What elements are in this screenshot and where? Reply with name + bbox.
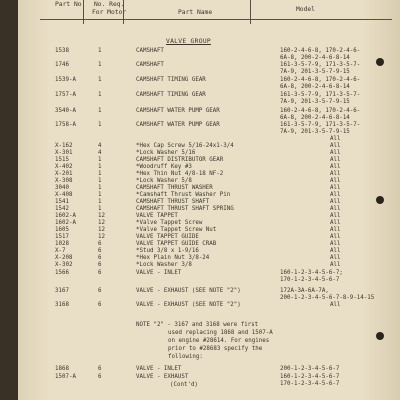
note-line: used replacing 1868 and 1507-A — [168, 330, 273, 336]
model-applicability: All — [330, 192, 341, 198]
model-applicability: 200-1-2-3-4-5-6-7 — [280, 366, 340, 372]
quantity: 1 — [98, 48, 102, 54]
part-number: X-301 — [55, 150, 73, 156]
model-applicability: All — [330, 241, 341, 247]
part-name: VALVE TAPPET GUIDE CRAB — [136, 241, 217, 247]
binder-hole — [376, 196, 384, 204]
part-number: 3168 — [55, 302, 69, 308]
part-number: 1538 — [55, 48, 69, 54]
part-number: 1539-A — [55, 77, 76, 83]
model-applicability: 6A-8, 200-2-4-6-8-14 — [280, 115, 350, 121]
part-name: *Valve Tappet Screw — [136, 220, 203, 226]
part-number: X-208 — [55, 255, 73, 261]
part-name: *Valve Tappet Screw Nut — [136, 227, 217, 233]
part-number: 1757-A — [55, 92, 76, 98]
part-number: X-162 — [55, 143, 73, 149]
part-name: VALVE TAPPET — [136, 213, 178, 219]
model-applicability: 7A-9, 201-3-5-7-9-15 — [280, 69, 350, 75]
part-number: 1602-A — [55, 220, 76, 226]
model-applicability: All — [330, 143, 341, 149]
quantity: 4 — [98, 150, 102, 156]
part-number: X-201 — [55, 171, 73, 177]
quantity: 12 — [98, 213, 105, 219]
note-line: on engine #28614. For engines — [168, 338, 270, 344]
part-number: X-408 — [55, 192, 73, 198]
model-applicability: 172A-3A-6A-7A, — [280, 288, 329, 294]
model-applicability: 161-3-5-7-9, 171-3-5-7- — [280, 62, 361, 68]
quantity: 6 — [98, 288, 102, 294]
part-name: VALVE TAPPET GUIDE — [136, 234, 199, 240]
quantity: 12 — [98, 234, 105, 240]
quantity: 1 — [98, 164, 102, 170]
part-name: *Lock Washer 3/8 — [136, 262, 192, 268]
column-divider — [123, 0, 124, 24]
part-name: CAMSHAFT — [136, 48, 164, 54]
part-number: 1746 — [55, 62, 69, 68]
quantity: 6 — [98, 366, 102, 372]
model-applicability: All — [330, 185, 341, 191]
part-name: *Hex Plain Nut 3/8-24 — [136, 255, 210, 261]
part-name: VALVE - INLET — [136, 366, 182, 372]
model-applicability: 7A-9, 201-3-5-7-9-15 — [280, 129, 350, 135]
quantity: 1 — [98, 192, 102, 198]
model-applicability: All — [330, 164, 341, 170]
model-applicability: All — [330, 213, 341, 219]
quantity: 6 — [98, 302, 102, 308]
part-number: 1868 — [55, 366, 69, 372]
model-applicability: 160-1-2-3-4-5-6-7 — [280, 374, 340, 380]
model-applicability: All — [330, 136, 341, 142]
quantity: 1 — [98, 171, 102, 177]
part-name: CAMSHAFT THRUST SHAFT — [136, 199, 210, 205]
quantity: 4 — [98, 143, 102, 149]
part-name: *Camshaft Thrust Washer Pin — [136, 192, 231, 198]
part-number: 1515 — [55, 157, 69, 163]
model-applicability: All — [330, 255, 341, 261]
note-line: following: — [168, 354, 203, 360]
quantity: 6 — [98, 241, 102, 247]
quantity: 6 — [98, 374, 102, 380]
model-applicability: 7A-9, 201-3-5-7-9-15 — [280, 99, 350, 105]
model-applicability: All — [330, 178, 341, 184]
quantity: 1 — [98, 199, 102, 205]
model-applicability: All — [330, 248, 341, 254]
quantity: 1 — [98, 178, 102, 184]
part-name: CAMSHAFT WATER PUMP GEAR — [136, 108, 220, 114]
part-name: CAMSHAFT DISTRIBUTOR GEAR — [136, 157, 224, 163]
part-number: 3540-A — [55, 108, 76, 114]
part-name: CAMSHAFT TIMING GEAR — [136, 77, 206, 83]
header-no-req: No. Req. — [94, 1, 125, 8]
continued-label: (Cont'd) — [170, 382, 198, 388]
quantity: 1 — [98, 77, 102, 83]
model-applicability: All — [330, 199, 341, 205]
model-applicability: 160-2-4-6-8, 170-2-4-6- — [280, 48, 361, 54]
part-name: *Hex Cap Screw 5/16-24x1-3/4 — [136, 143, 234, 149]
part-number: 1542 — [55, 206, 69, 212]
header-part-no: Part No. — [55, 1, 86, 8]
header-model: Model — [296, 6, 315, 13]
part-name: VALVE - EXHAUST (SEE NOTE "2") — [136, 302, 241, 308]
model-applicability: All — [330, 234, 341, 240]
part-name: VALVE - EXHAUST — [136, 374, 189, 380]
part-number: 1028 — [55, 241, 69, 247]
quantity: 1 — [98, 157, 102, 163]
model-applicability: All — [330, 220, 341, 226]
catalog-page — [18, 0, 400, 400]
part-number: X-7 — [55, 248, 66, 254]
part-number: 1541 — [55, 199, 69, 205]
quantity: 12 — [98, 220, 105, 226]
part-number: 1507-A — [55, 374, 76, 380]
model-applicability: 160-2-4-6-8, 170-2-4-6- — [280, 77, 361, 83]
model-applicability: All — [330, 262, 341, 268]
part-name: CAMSHAFT TIMING GEAR — [136, 92, 206, 98]
part-name: CAMSHAFT — [136, 62, 164, 68]
column-divider — [250, 0, 251, 24]
part-name: *Woodruff Key #3 — [136, 164, 192, 170]
model-applicability: 170-1-2-3-4-5-6-7 — [280, 277, 340, 283]
model-applicability: All — [330, 302, 341, 308]
part-number: 3040 — [55, 185, 69, 191]
model-applicability: 6A-8, 200-2-4-6-8-14 — [280, 55, 350, 61]
quantity: 1 — [98, 206, 102, 212]
quantity: 12 — [98, 227, 105, 233]
part-name: CAMSHAFT THRUST WASHER — [136, 185, 213, 191]
part-name: CAMSHAFT WATER PUMP GEAR — [136, 122, 220, 128]
model-applicability: 160-1-2-3-4-5-6-7; — [280, 270, 343, 276]
model-applicability: All — [330, 206, 341, 212]
header-for-motor: For Motor — [92, 9, 127, 16]
part-name: *Lock Washer 5/16 — [136, 150, 196, 156]
binder-hole — [376, 58, 384, 66]
part-name: *Hex Thin Nut 4/8-18 NF-2 — [136, 171, 224, 177]
model-applicability: All — [330, 227, 341, 233]
quantity: 6 — [98, 248, 102, 254]
part-name: *Stud 3/8 x 1-9/16 — [136, 248, 199, 254]
quantity: 1 — [98, 92, 102, 98]
note-line: NOTE "2" - 3167 and 3168 were first — [136, 322, 259, 328]
part-number: 1602-A — [55, 213, 76, 219]
header-rule — [40, 19, 392, 20]
model-applicability: All — [330, 171, 341, 177]
part-number: 3167 — [55, 288, 69, 294]
group-title: VALVE GROUP — [166, 38, 212, 45]
quantity: 6 — [98, 270, 102, 276]
model-applicability: 161-3-5-7-9, 171-3-5-7- — [280, 122, 361, 128]
part-name: *Lock Washer 5/8 — [136, 178, 192, 184]
note-line: prior to #28683 specify the — [168, 346, 263, 352]
part-number: 1517 — [55, 234, 69, 240]
quantity: 1 — [98, 185, 102, 191]
part-name: CAMSHAFT THRUST SHAFT SPRING — [136, 206, 234, 212]
part-name: VALVE - EXHAUST (SEE NOTE "2") — [136, 288, 241, 294]
model-applicability: 200-1-2-3-4-5-6-7-8-9-14-15 — [280, 295, 375, 301]
column-divider — [83, 0, 84, 24]
part-number: 1758-A — [55, 122, 76, 128]
header-part-name: Part Name — [178, 9, 213, 16]
part-number: 1605 — [55, 227, 69, 233]
model-applicability: 161-3-5-7-9, 171-3-5-7- — [280, 92, 361, 98]
quantity: 6 — [98, 262, 102, 268]
quantity: 1 — [98, 108, 102, 114]
part-number: X-302 — [55, 262, 73, 268]
part-name: VALVE - INLET — [136, 270, 182, 276]
model-applicability: All — [330, 157, 341, 163]
quantity: 1 — [98, 122, 102, 128]
model-applicability: 6A-8, 200-2-4-6-8-14 — [280, 84, 350, 90]
part-number: X-402 — [55, 164, 73, 170]
model-applicability: All — [330, 150, 341, 156]
part-number: 1566 — [55, 270, 69, 276]
part-number: X-308 — [55, 178, 73, 184]
quantity: 6 — [98, 255, 102, 261]
model-applicability: 170-1-2-3-4-5-6-7 — [280, 381, 340, 387]
model-applicability: 160-2-4-6-8, 170-2-4-6- — [280, 108, 361, 114]
binder-hole — [376, 332, 384, 340]
quantity: 1 — [98, 62, 102, 68]
